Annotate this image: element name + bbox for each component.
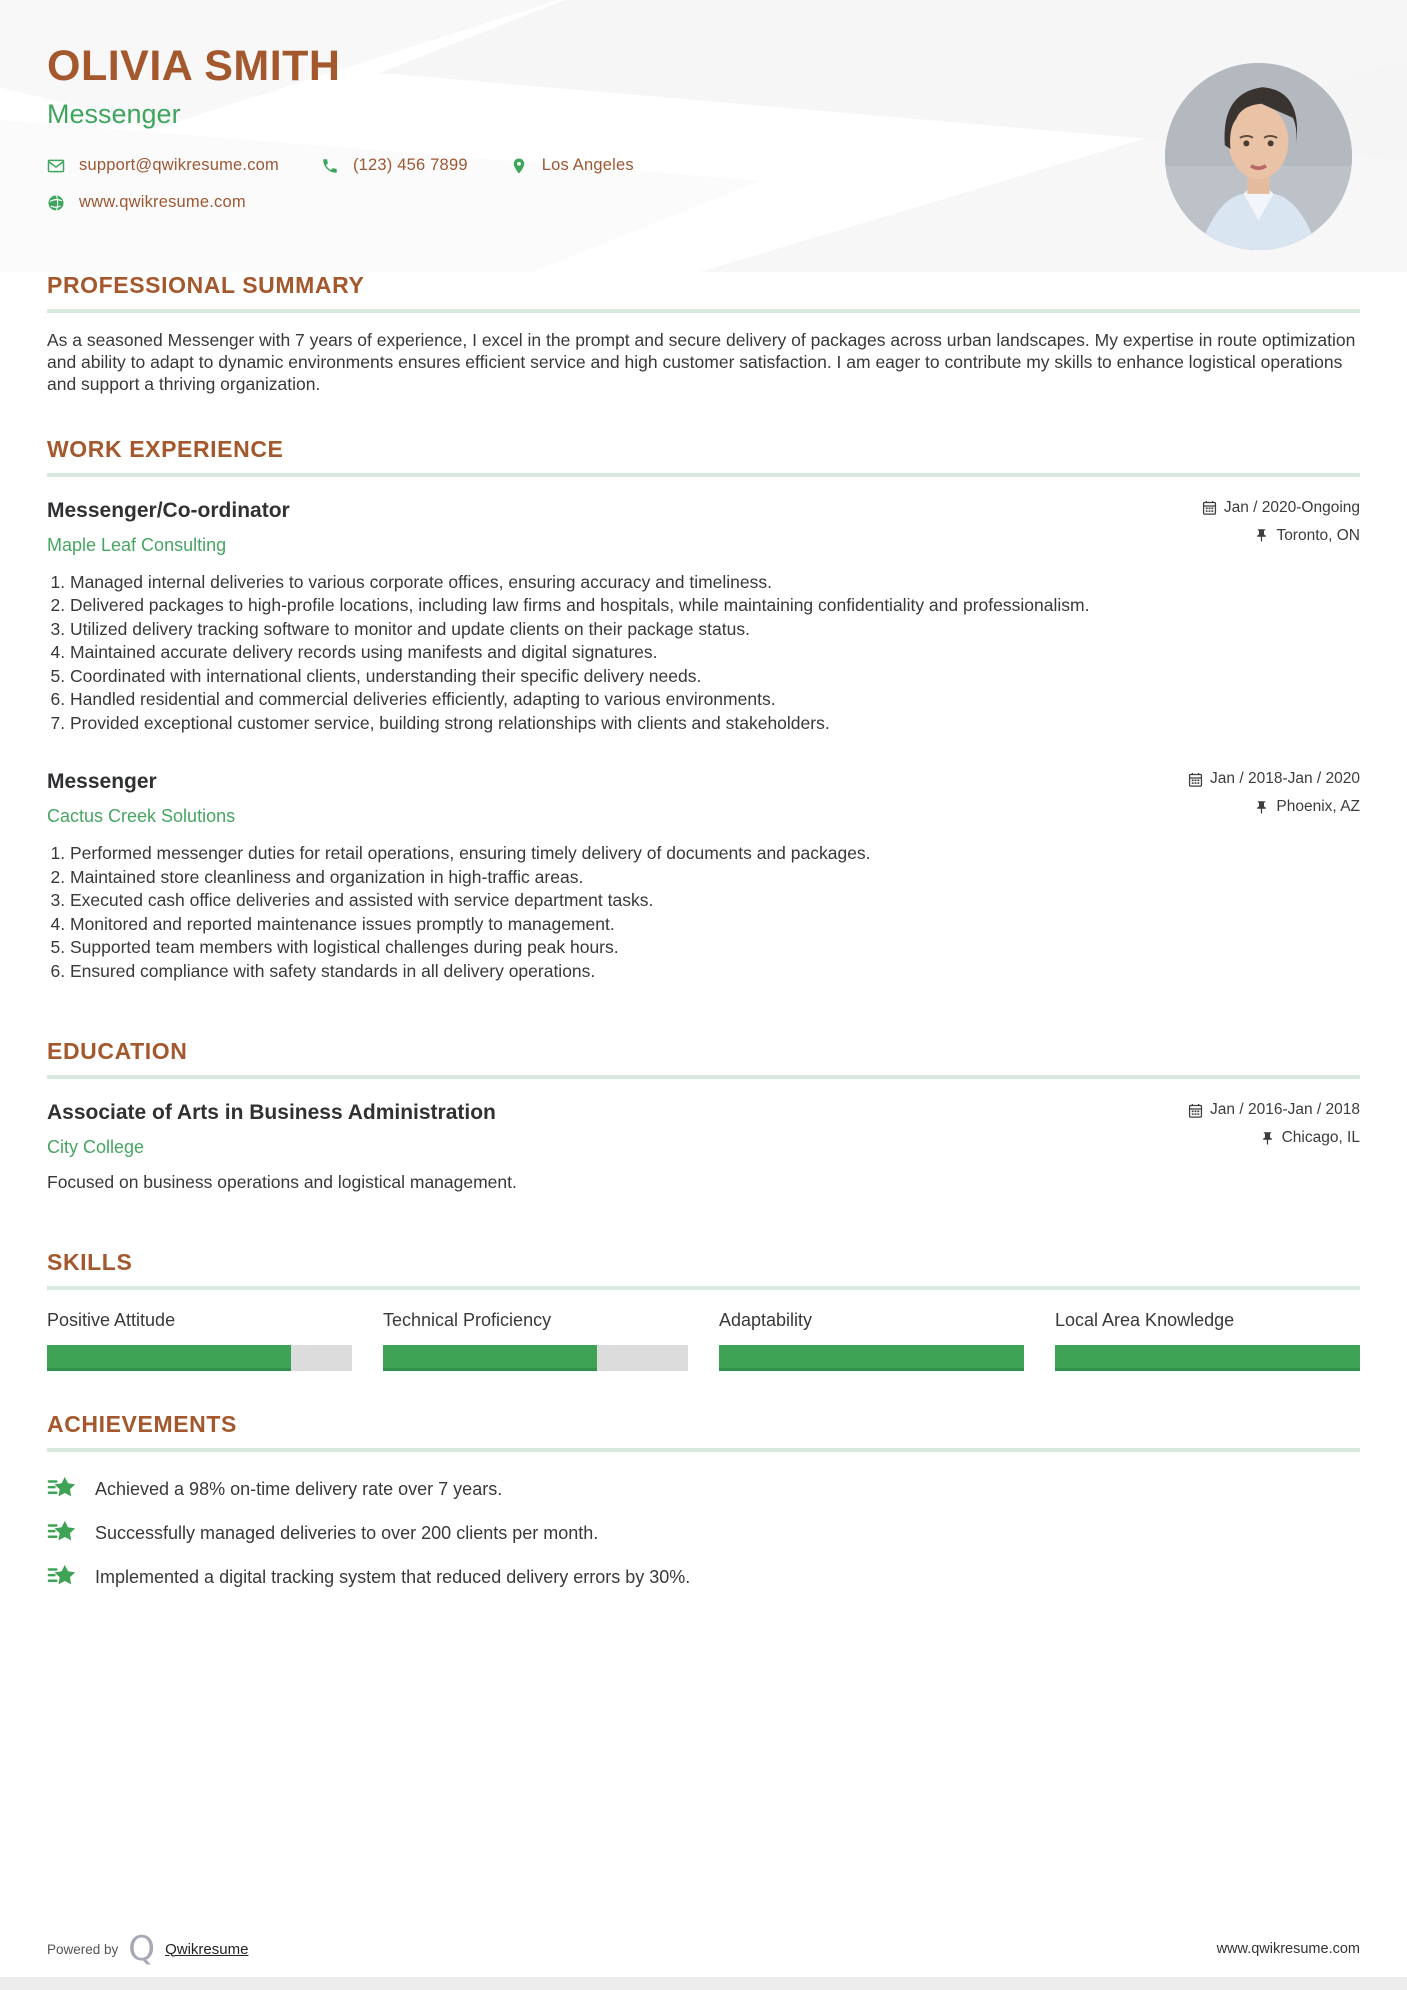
star-badge-icon [47, 1474, 77, 1504]
section-work-experience [47, 436, 1360, 983]
skill-label: Positive Attitude [47, 1310, 176, 1331]
job-dates-text: Jan / 2020-Ongoing [1223, 498, 1360, 516]
skill-bar-fill [47, 1345, 291, 1371]
job-bullet: 1. Performed messenger duties for retail operations, ensuring timely delivery of documents and packages. [70, 843, 1360, 865]
contact-email [47, 156, 279, 175]
contact-phone-text: (123) 456 7899 [352, 156, 468, 174]
job-bullet: 1. Managed internal deliveries to various corporate offices, ensuring accuracy and timeliness. [70, 572, 1360, 594]
person-name: OLIVIA SMITH [47, 42, 341, 90]
skill-bar-fill [719, 1345, 1024, 1371]
job-entry [47, 499, 1360, 735]
footer-website: www.qwikresume.com [1216, 1941, 1360, 1957]
education-dates [1188, 1101, 1360, 1119]
qwikresume-logo-icon: Q [128, 1929, 156, 1969]
job-title: Messenger [47, 770, 157, 794]
footer [0, 1929, 1407, 1969]
job-location-text: Toronto, ON [1276, 526, 1360, 544]
star-badge-icon [47, 1518, 77, 1548]
job-bullet-list [47, 572, 1360, 735]
contact-location [510, 156, 634, 175]
job-entry [47, 770, 1360, 982]
skill-item [383, 1310, 688, 1371]
job-company: Cactus Creek Solutions [47, 806, 236, 827]
achievement-text: Implemented a digital tracking system that reduced delivery errors by 30%. [95, 1566, 691, 1587]
job-bullet: 5. Supported team members with logistical challenges during peak hours. [70, 937, 1360, 959]
section-divider [47, 1286, 1360, 1290]
job-bullet: 2. Delivered packages to high-profile locations, including law firms and hospitals, while maintaining confidentiality and professionalism. [70, 595, 1360, 617]
job-bullet: 5. Coordinated with international clients, understanding their specific delivery needs. [70, 666, 1360, 688]
summary-text: As a seasoned Messenger with 7 years of experience, I excel in the prompt and secure delivery of packages across urban landscapes. My expertise in route optimization and ability to adapt to dynamic environments ensures efficient service and high customer satisfaction. I am eager to contribute my skills to enhance logistical operations and support a thriving organization. [47, 330, 1356, 394]
skill-bar-track [719, 1345, 1024, 1371]
job-dates-text: Jan / 2018-Jan / 2020 [1210, 770, 1360, 788]
pushpin-icon [1260, 1131, 1275, 1146]
contact-location-text: Los Angeles [541, 156, 634, 174]
contact-row [47, 156, 1360, 175]
job-bullet: 6. Handled residential and commercial deliveries efficiently, adapting to various environments. [70, 689, 1360, 711]
job-location [1202, 527, 1360, 545]
skills-grid [47, 1310, 1360, 1371]
skill-item [719, 1310, 1024, 1371]
skill-bar-fill [1055, 1345, 1360, 1371]
pushpin-icon [1254, 800, 1269, 815]
skill-label: Local Area Knowledge [1055, 1310, 1235, 1331]
education-location-text: Chicago, IL [1281, 1129, 1360, 1147]
education-description: Focused on business operations and logistical management. [47, 1172, 517, 1193]
job-company: Maple Leaf Consulting [47, 534, 227, 555]
section-title-skills: SKILLS [47, 1249, 133, 1276]
achievement-item [47, 1518, 1360, 1548]
education-entry [47, 1101, 1360, 1193]
skill-item [47, 1310, 352, 1371]
achievement-item [47, 1474, 1360, 1504]
section-achievements [47, 1411, 1360, 1592]
education-dates-text: Jan / 2016-Jan / 2018 [1210, 1101, 1360, 1119]
qwikresume-link[interactable]: Qwikresume [165, 1940, 249, 1958]
section-divider [47, 1448, 1360, 1452]
degree-title: Associate of Arts in Business Administration [47, 1101, 496, 1125]
powered-by-label: Powered by [47, 1941, 119, 1957]
contact-row [47, 193, 1360, 212]
calendar-icon [1188, 772, 1203, 787]
achievement-text: Successfully managed deliveries to over 200 clients per month. [95, 1522, 599, 1543]
star-badge-icon [47, 1562, 77, 1592]
job-bullet: 7. Provided exceptional customer service, building strong relationships with clients and stakeholders. [70, 713, 1360, 735]
section-title-education: EDUCATION [47, 1038, 188, 1065]
achievement-list [47, 1474, 1360, 1592]
globe-icon [47, 194, 65, 212]
calendar-icon [1202, 500, 1217, 515]
skill-label: Adaptability [719, 1310, 813, 1331]
skill-bar-fill [383, 1345, 597, 1371]
profile-photo-illustration [1165, 63, 1352, 250]
section-title-summary: PROFESSIONAL SUMMARY [47, 272, 365, 298]
job-bullet-list [47, 843, 1360, 982]
skill-item [1055, 1310, 1360, 1371]
envelope-icon [47, 157, 65, 175]
education-location [1188, 1129, 1360, 1147]
header-banner [0, 0, 1407, 272]
contact-phone [321, 156, 468, 175]
calendar-icon [1188, 1103, 1203, 1118]
achievement-text: Achieved a 98% on-time delivery rate over 7 years. [95, 1478, 503, 1499]
job-bullet: 3. Executed cash office deliveries and assisted with service department tasks. [70, 890, 1360, 912]
job-bullet: 2. Maintained store cleanliness and organization in high-traffic areas. [70, 867, 1360, 889]
section-skills [47, 1249, 1360, 1371]
job-bullet: 3. Utilized delivery tracking software to monitor and update clients on their package status. [70, 619, 1360, 641]
job-location [1188, 798, 1360, 816]
job-bullet: 6. Ensured compliance with safety standards in all delivery operations. [70, 961, 1360, 983]
contact-website [47, 193, 246, 212]
phone-icon [321, 157, 339, 175]
section-professional-summary [47, 272, 1360, 396]
job-dates [1188, 770, 1360, 788]
section-divider [47, 1075, 1360, 1079]
contact-website-text: www.qwikresume.com [79, 193, 246, 211]
skill-label: Technical Proficiency [383, 1310, 552, 1331]
skill-bar-track [47, 1345, 352, 1371]
job-location-text: Phoenix, AZ [1276, 798, 1360, 816]
pushpin-icon [1254, 528, 1269, 543]
skill-bar-track [383, 1345, 688, 1371]
achievement-item [47, 1562, 1360, 1592]
contact-email-text: support@qwikresume.com [79, 156, 279, 174]
job-bullet: 4. Maintained accurate delivery records using manifests and digital signatures. [70, 642, 1360, 664]
school-name: City College [47, 1137, 145, 1158]
section-divider [47, 309, 1360, 313]
section-title-experience: WORK EXPERIENCE [47, 435, 284, 462]
job-dates [1202, 499, 1360, 517]
job-title: Messenger/Co-ordinator [47, 498, 290, 522]
section-education [47, 1038, 1360, 1193]
location-pin-icon [510, 157, 528, 175]
job-bullet: 4. Monitored and reported maintenance issues promptly to management. [70, 914, 1360, 936]
skill-bar-track [1055, 1345, 1360, 1371]
person-role: Messenger [47, 99, 181, 129]
section-title-achievements: ACHIEVEMENTS [47, 1411, 237, 1438]
profile-photo [1165, 63, 1352, 250]
bottom-strip [0, 1977, 1407, 1990]
section-divider [47, 473, 1360, 477]
